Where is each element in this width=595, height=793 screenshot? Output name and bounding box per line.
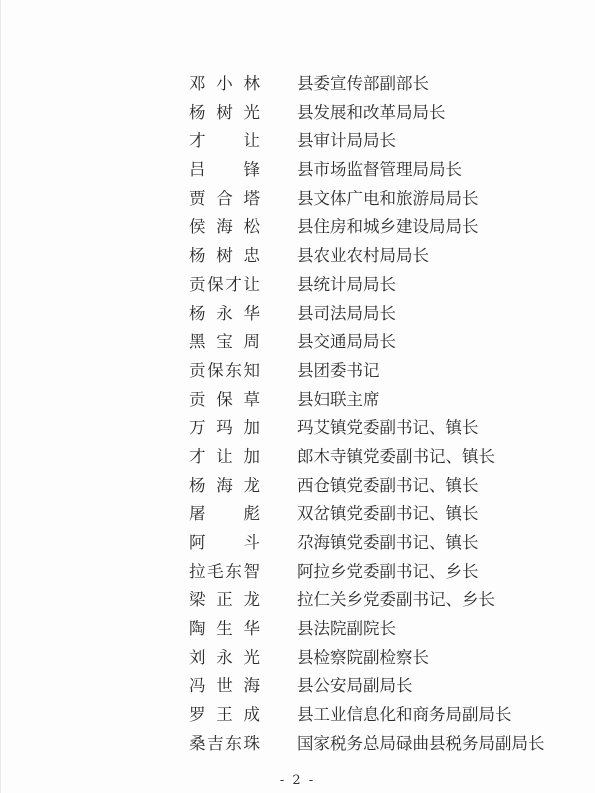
list-item [189, 357, 549, 386]
person-title: 县检察院副检察长 [297, 647, 429, 667]
person-title: 县统计局局长 [297, 274, 396, 294]
list-item [189, 127, 549, 156]
person-title: 阿拉乡党委副书记、乡长 [297, 561, 479, 581]
person-name: 杨 永 华 [189, 303, 260, 323]
person-name: 黑 宝 周 [189, 332, 260, 352]
person-name: 才 让 加 [189, 446, 260, 466]
list-item [189, 586, 549, 615]
person-title: 县市场监督管理局局长 [297, 160, 462, 180]
person-name: 陶 生 华 [189, 619, 260, 639]
person-name: 贾 合 塔 [189, 188, 260, 208]
list-item [189, 644, 549, 673]
person-title: 县司法局局长 [297, 303, 396, 323]
person-name: 桑 吉 东 珠 [189, 733, 260, 753]
list-item [189, 472, 549, 501]
person-name: 阿 斗 [189, 533, 260, 552]
personnel-list [189, 70, 549, 759]
person-title: 县住房和城乡建设局局长 [297, 217, 479, 237]
person-title: 县文体广电和旅游局局长 [297, 188, 479, 208]
person-title: 县团委书记 [297, 360, 380, 380]
person-title: 国家税务总局碌曲县税务局副局长 [297, 733, 545, 753]
person-name: 万 玛 加 [189, 418, 260, 438]
person-title: 玛艾镇党委副书记、镇长 [297, 418, 479, 438]
person-name: 才 让 [189, 131, 260, 151]
person-name: 贡 保 东 知 [189, 360, 260, 380]
person-title: 县委宣传部副部长 [297, 74, 429, 93]
list-item [189, 300, 549, 329]
list-item [189, 701, 549, 730]
person-name: 吕 锋 [189, 160, 260, 180]
person-name: 贡 保 草 [189, 389, 260, 409]
person-name: 冯 世 海 [189, 676, 260, 696]
person-name: 梁 正 龙 [189, 590, 260, 610]
person-name: 邓 小 林 [189, 74, 260, 93]
person-name: 杨 树 忠 [189, 246, 260, 266]
person-title: 县法院副院长 [297, 619, 396, 639]
list-item [189, 156, 549, 185]
person-title: 县公安局副局长 [297, 676, 413, 696]
list-item [189, 615, 549, 644]
person-title: 县交通局局长 [297, 332, 396, 352]
person-title: 县农业农村局局长 [297, 246, 429, 266]
person-title: 县工业信息化和商务局副局长 [297, 705, 512, 725]
list-item [189, 271, 549, 300]
list-item [189, 70, 549, 99]
person-name: 拉 毛 东 智 [189, 561, 260, 581]
list-item [189, 730, 549, 759]
list-item [189, 558, 549, 587]
list-item [189, 99, 549, 128]
person-title: 拉仁关乡党委副书记、乡长 [297, 590, 495, 610]
person-title: 县发展和改革局局长 [297, 102, 446, 122]
person-title: 双岔镇党委副书记、镇长 [297, 504, 479, 524]
person-name: 侯 海 松 [189, 217, 260, 237]
list-item [189, 672, 549, 701]
person-name: 贡 保 才 让 [189, 274, 260, 294]
list-item [189, 213, 549, 242]
person-name: 罗 王 成 [189, 705, 260, 725]
person-name: 屠 彪 [189, 504, 260, 524]
list-item [189, 328, 549, 357]
person-title: 西仓镇党委副书记、镇长 [297, 475, 479, 495]
list-item [189, 185, 549, 214]
person-name: 刘 永 光 [189, 647, 260, 667]
list-item [189, 242, 549, 271]
list-item [189, 500, 549, 529]
person-name: 杨 树 光 [189, 102, 260, 122]
list-item [189, 443, 549, 472]
person-title: 尕海镇党委副书记、镇长 [297, 533, 479, 552]
list-item [189, 386, 549, 415]
list-item [189, 414, 549, 443]
person-title: 县审计局局长 [297, 131, 396, 151]
person-name: 杨 海 龙 [189, 475, 260, 495]
page-left-edge [0, 0, 1, 793]
person-title: 郎木寺镇党委副书记、镇长 [297, 446, 495, 466]
page-number: - 2 - [279, 773, 316, 788]
person-title: 县妇联主席 [297, 389, 380, 409]
list-item [189, 529, 549, 558]
